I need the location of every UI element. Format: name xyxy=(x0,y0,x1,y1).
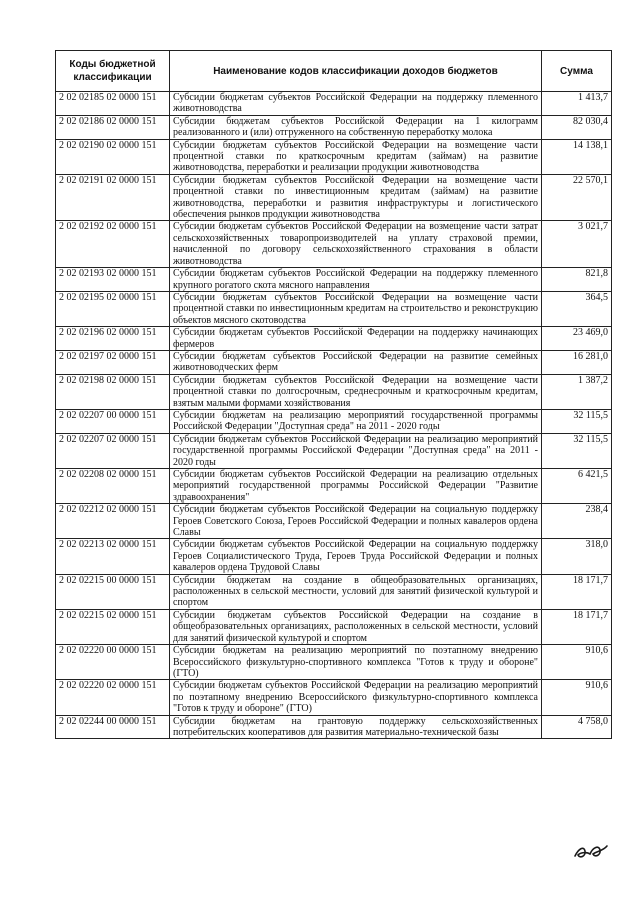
table-header-row xyxy=(56,51,612,92)
code-cell: 2 02 02193 02 0000 151 xyxy=(56,268,170,292)
name-cell: Субсидии бюджетам субъектов Российской Федерации на реализацию отдельных мероприятий государственной программы Российской Федерации "Развитие здравоохранения" xyxy=(170,469,542,504)
table-row xyxy=(56,374,612,409)
name-cell: Субсидии бюджетам субъектов Российской Федерации на возмещение части процентной ставки по инвестиционным кредитам (займам) на развитие животноводства, переработки и развития инфраструктуры и логистического обеспечения рынков продукции животноводства xyxy=(170,174,542,221)
table-row xyxy=(56,609,612,644)
table-row xyxy=(56,469,612,504)
code-cell: 2 02 02207 00 0000 151 xyxy=(56,409,170,433)
code-cell: 2 02 02192 02 0000 151 xyxy=(56,221,170,268)
table-row xyxy=(56,645,612,680)
code-cell: 2 02 02208 02 0000 151 xyxy=(56,469,170,504)
code-cell: 2 02 02220 02 0000 151 xyxy=(56,680,170,715)
table-row xyxy=(56,574,612,609)
code-cell: 2 02 02198 02 0000 151 xyxy=(56,374,170,409)
header-code: Коды бюджетной классификации xyxy=(56,51,170,92)
code-cell: 2 02 02212 02 0000 151 xyxy=(56,504,170,539)
code-cell: 2 02 02207 02 0000 151 xyxy=(56,433,170,468)
code-cell: 2 02 02185 02 0000 151 xyxy=(56,92,170,116)
name-cell: Субсидии бюджетам субъектов Российской Федерации на развитие семейных животноводческих ферм xyxy=(170,350,542,374)
table-row xyxy=(56,433,612,468)
sum-cell: 364,5 xyxy=(542,291,612,326)
name-cell: Субсидии бюджетам субъектов Российской Федерации на поддержку племенного животноводства xyxy=(170,92,542,116)
name-cell: Субсидии бюджетам субъектов Российской Федерации на реализацию мероприятий по поэтапному внедрению Всероссийского физкультурно-спортивного комплекса "Готов к труду и обороне" (ГТО) xyxy=(170,680,542,715)
sum-cell: 32 115,5 xyxy=(542,409,612,433)
name-cell: Субсидии бюджетам субъектов Российской Федерации на создание в общеобразовательных организациях, расположенных в сельской местности, условий для занятий физической культурой и спортом xyxy=(170,609,542,644)
name-cell: Субсидии бюджетам на реализацию мероприятий государственной программы Российской Федерации "Доступная среда" на 2011 - 2020 годы xyxy=(170,409,542,433)
header-name: Наименование кодов классификации доходов бюджетов xyxy=(170,51,542,92)
table-body xyxy=(56,92,612,739)
sum-cell: 1 387,2 xyxy=(542,374,612,409)
sum-cell: 910,6 xyxy=(542,645,612,680)
code-cell: 2 02 02215 00 0000 151 xyxy=(56,574,170,609)
name-cell: Субсидии бюджетам субъектов Российской Федерации на возмещение части процентной ставки по краткосрочным кредитам (займам) на развитие животноводства, переработки и реализации продукции животноводства xyxy=(170,139,542,174)
sum-cell: 4 758,0 xyxy=(542,715,612,739)
name-cell: Субсидии бюджетам субъектов Российской Федерации на возмещение части процентной ставки по долгосрочным, среднесрочным и краткосрочным кредитам, взятым малыми формами хозяйствования xyxy=(170,374,542,409)
handwritten-initials-icon xyxy=(572,840,610,862)
code-cell: 2 02 02220 00 0000 151 xyxy=(56,645,170,680)
name-cell: Субсидии бюджетам на грантовую поддержку сельскохозяйственных потребительских кооперативов для развития материально-технической базы xyxy=(170,715,542,739)
code-cell: 2 02 02195 02 0000 151 xyxy=(56,291,170,326)
name-cell: Субсидии бюджетам субъектов Российской Федерации на возмещение части процентной ставки по инвестиционным кредитам на строительство и реконструкцию объектов мясного скотоводства xyxy=(170,291,542,326)
sum-cell: 910,6 xyxy=(542,680,612,715)
name-cell: Субсидии бюджетам субъектов Российской Федерации на 1 килограмм реализованного и (или) отгруженного на собственную переработку молока xyxy=(170,115,542,139)
name-cell: Субсидии бюджетам субъектов Российской Федерации на поддержку племенного крупного рогатого скота мясного направления xyxy=(170,268,542,292)
name-cell: Субсидии бюджетам на реализацию мероприятий по поэтапному внедрению Всероссийского физкультурно-спортивного комплекса "Готов к труду и обороне" (ГТО) xyxy=(170,645,542,680)
sum-cell: 23 469,0 xyxy=(542,327,612,351)
sum-cell: 14 138,1 xyxy=(542,139,612,174)
code-cell: 2 02 02190 02 0000 151 xyxy=(56,139,170,174)
table-row xyxy=(56,680,612,715)
table-row xyxy=(56,504,612,539)
table-row xyxy=(56,115,612,139)
sum-cell: 18 171,7 xyxy=(542,574,612,609)
code-cell: 2 02 02186 02 0000 151 xyxy=(56,115,170,139)
name-cell: Субсидии бюджетам на создание в общеобразовательных организациях, расположенных в сельской местности, условий для занятий физической культурой и спортом xyxy=(170,574,542,609)
table-row xyxy=(56,291,612,326)
name-cell: Субсидии бюджетам субъектов Российской Федерации на социальную поддержку Героев Социалистического Труда, Героев Труда Российской Федерации и полных кавалеров ордена Трудовой Славы xyxy=(170,539,542,574)
table-row xyxy=(56,350,612,374)
table-row xyxy=(56,327,612,351)
sum-cell: 238,4 xyxy=(542,504,612,539)
table-row xyxy=(56,409,612,433)
sum-cell: 22 570,1 xyxy=(542,174,612,221)
sum-cell: 16 281,0 xyxy=(542,350,612,374)
table-row xyxy=(56,539,612,574)
name-cell: Субсидии бюджетам субъектов Российской Федерации на реализацию мероприятий государственной программы Российской Федерации "Доступная среда" на 2011 - 2020 годы xyxy=(170,433,542,468)
table-row xyxy=(56,715,612,739)
table-row xyxy=(56,268,612,292)
code-cell: 2 02 02215 02 0000 151 xyxy=(56,609,170,644)
sum-cell: 821,8 xyxy=(542,268,612,292)
name-cell: Субсидии бюджетам субъектов Российской Федерации на поддержку начинающих фермеров xyxy=(170,327,542,351)
header-sum: Сумма xyxy=(542,51,612,92)
sum-cell: 318,0 xyxy=(542,539,612,574)
name-cell: Субсидии бюджетам субъектов Российской Федерации на возмещение части затрат сельскохозяйственных товаропроизводителей на уплату страховой премии, начисленной по договору сельскохозяйственного страхования в области животноводства xyxy=(170,221,542,268)
name-cell: Субсидии бюджетам субъектов Российской Федерации на социальную поддержку Героев Советского Союза, Героев Российской Федерации и полных кавалеров ордена Славы xyxy=(170,504,542,539)
code-cell: 2 02 02244 00 0000 151 xyxy=(56,715,170,739)
sum-cell: 6 421,5 xyxy=(542,469,612,504)
sum-cell: 18 171,7 xyxy=(542,609,612,644)
sum-cell: 3 021,7 xyxy=(542,221,612,268)
table-row xyxy=(56,174,612,221)
table-row xyxy=(56,92,612,116)
code-cell: 2 02 02213 02 0000 151 xyxy=(56,539,170,574)
code-cell: 2 02 02196 02 0000 151 xyxy=(56,327,170,351)
table-row xyxy=(56,221,612,268)
sum-cell: 82 030,4 xyxy=(542,115,612,139)
code-cell: 2 02 02197 02 0000 151 xyxy=(56,350,170,374)
budget-classification-table xyxy=(55,50,612,739)
sum-cell: 1 413,7 xyxy=(542,92,612,116)
sum-cell: 32 115,5 xyxy=(542,433,612,468)
table-row xyxy=(56,139,612,174)
code-cell: 2 02 02191 02 0000 151 xyxy=(56,174,170,221)
